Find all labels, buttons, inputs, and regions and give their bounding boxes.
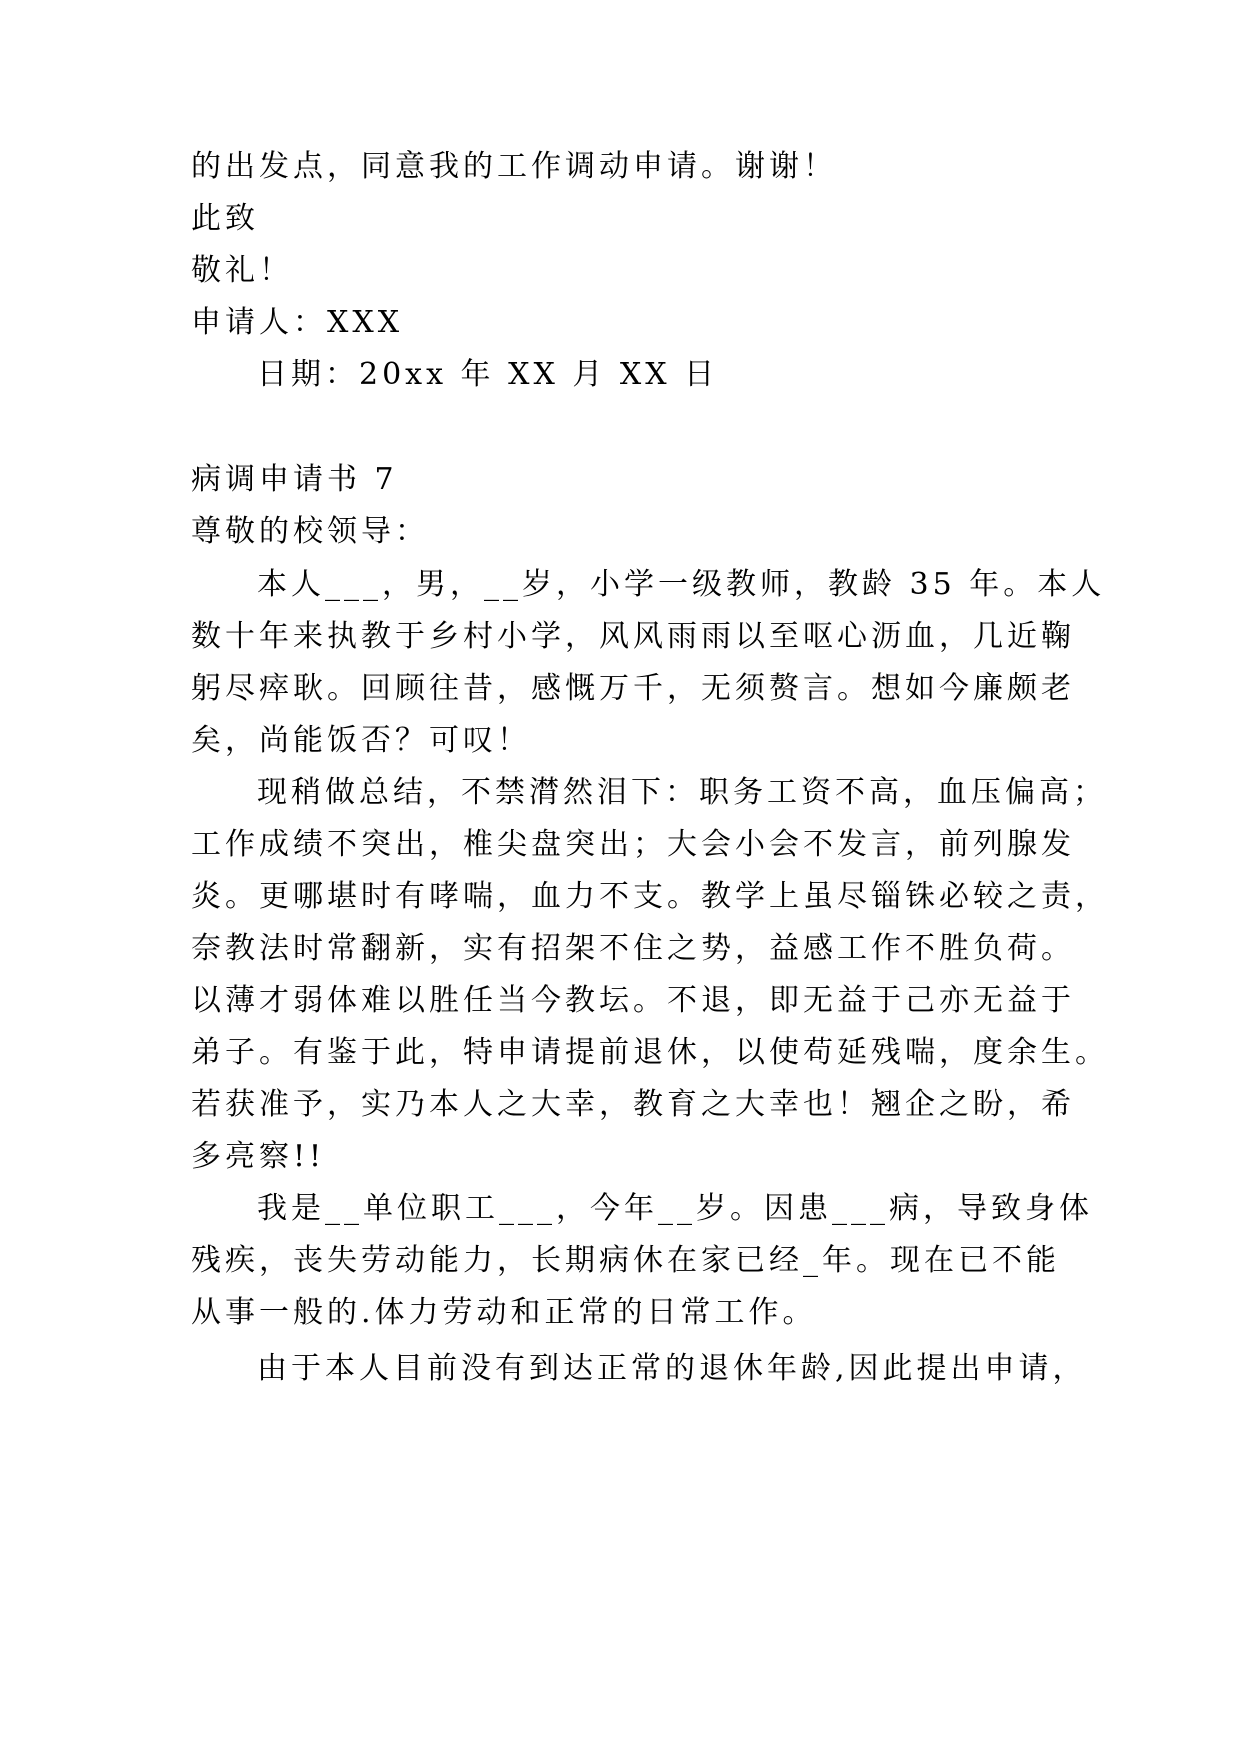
- paragraph-line: 数十年来执教于乡村小学，风风雨雨以至呕心沥血，几近鞠: [191, 619, 1075, 654]
- paragraph-line: 炎。更哪堪时有哮喘，血力不支。教学上虽尽锱铢必较之责，: [191, 879, 1109, 914]
- letter-greeting: 尊敬的校领导：: [191, 514, 429, 549]
- paragraph-line: 多亮察!!: [191, 1139, 326, 1174]
- date-line: 日期：20xx 年 XX 月 XX 日: [257, 357, 719, 392]
- paragraph-line: 现稍做总结，不禁潸然泪下：职务工资不高，血压偏高；: [257, 775, 1107, 810]
- paragraph-line: 奈教法时常翻新，实有招架不住之势，益感工作不胜负荷。: [191, 931, 1075, 966]
- letter-title: 病调申请书 7: [191, 462, 398, 497]
- closing-line: 的出发点，同意我的工作调动申请。谢谢！: [191, 149, 837, 184]
- paragraph-line: 躬尽瘁耿。回顾往昔，感慨万千，无须赘言。想如今廉颇老: [191, 671, 1075, 706]
- paragraph-line: 我是__单位职工___，今年__岁。因患___病，导致身体: [257, 1191, 1093, 1226]
- paragraph-line: 从事一般的.体力劳动和正常的日常工作。: [191, 1295, 817, 1330]
- paragraph-line: 本人___，男，__岁，小学一级教师，教龄 35 年。本人: [257, 567, 1106, 602]
- paragraph-line: 弟子。有鉴于此，特申请提前退休，以使苟延残喘，度余生。: [191, 1035, 1109, 1070]
- paragraph-line: 由于本人目前没有到达正常的退休年龄,因此提出申请，: [257, 1351, 1087, 1386]
- salutation-ci-zhi: 此致: [191, 201, 259, 236]
- salutation-jing-li: 敬礼！: [191, 253, 293, 288]
- paragraph-line: 若获准予，实乃本人之大幸，教育之大幸也！翘企之盼，希: [191, 1087, 1075, 1122]
- paragraph-line: 矣，尚能饭否？可叹！: [191, 723, 531, 758]
- paragraph-line: 工作成绩不突出，椎尖盘突出；大会小会不发言，前列腺发: [191, 827, 1075, 862]
- paragraph-line: 残疾，丧失劳动能力，长期病休在家已经_年。现在已不能: [191, 1243, 1060, 1278]
- paragraph-line: 以薄才弱体难以胜任当今教坛。不退，即无益于己亦无益于: [191, 983, 1075, 1018]
- applicant-signature: 申请人：XXX: [191, 305, 404, 340]
